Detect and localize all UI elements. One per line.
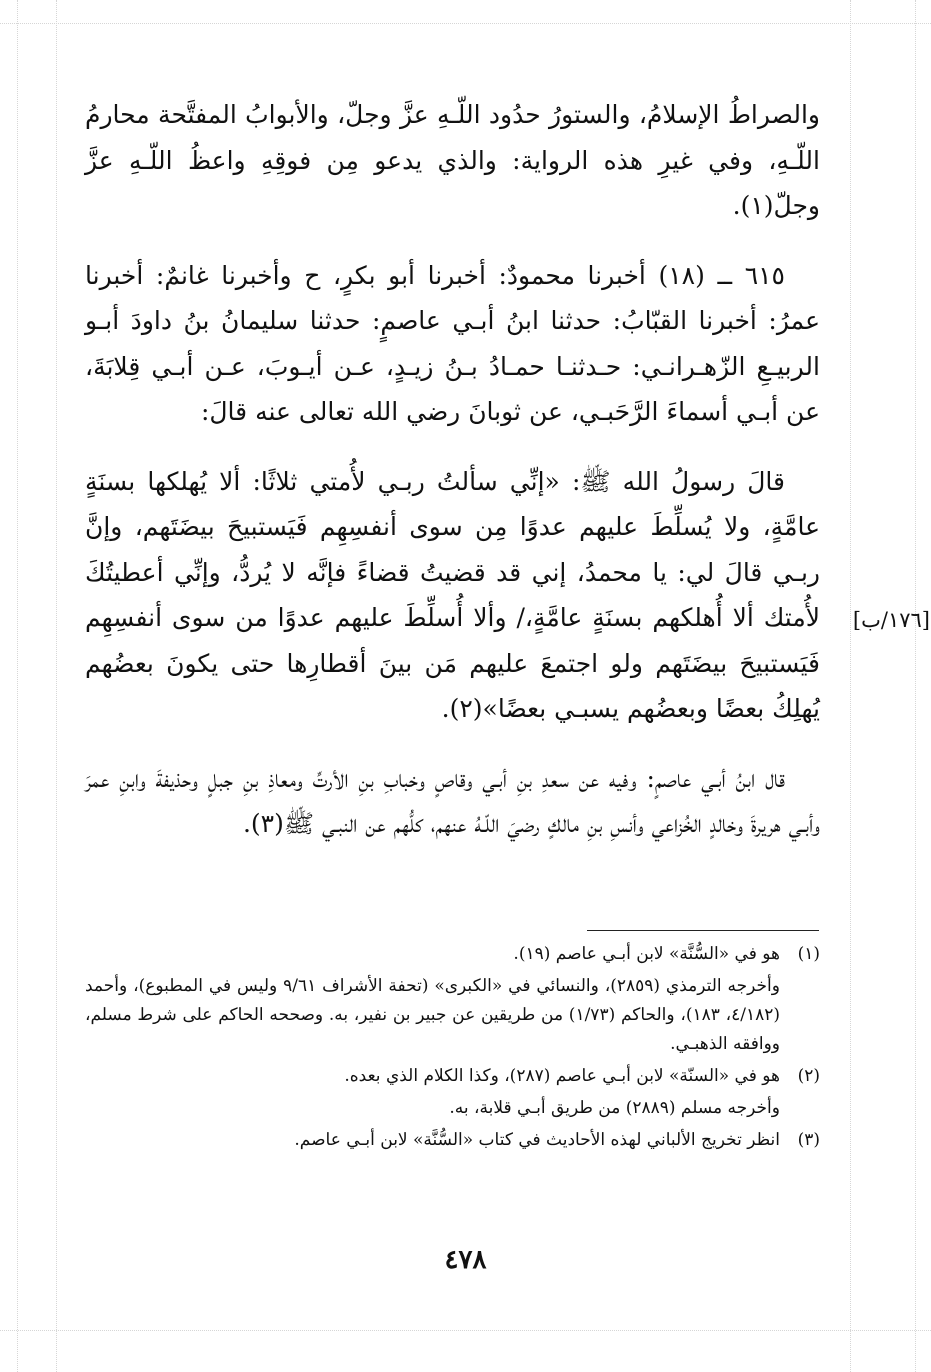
footnote-1 xyxy=(85,940,820,969)
footnote-2 xyxy=(85,1062,820,1091)
paragraph-ibn-abi-asim: قال ابنُ أبـي عاصمٍ: وفيه عن سعدِ بنِ أبـي وقاصٍ وخبابِ بنِ الأرتِّ ومعاذِ بنِ جبلٍ وحذيفةَ وابنِ عمرَ وأبـي هريرةَ وخالدٍ الخُزاعي وأنسِ بنِ مالكٍ رضيَ اللّـهُ عنهم، كلُّهم عن النبـي ﷺ(٣). xyxy=(85,763,820,838)
footnote-number: (٣) xyxy=(797,1130,820,1150)
footnote-line: وأخرجه الترمذي (٢٨٥٩)، والنسائي في «الكبرى» (تحفة الأشراف ٩/٦١ وليس في المطبوع)، وأحمد (٤/١٨٢، ١٨٣)، والحاكم (١/٧٣) من طريقين عن جبير بن نفير، به. وصححه الحاكم على شرط مسلم، ووافقه الذهبـي. xyxy=(85,976,781,1054)
footnote-line: وأخرجه مسلم (٢٨٨٩) من طريق أبـي قلابة، به. xyxy=(449,1098,780,1118)
footnote-number: (٢) xyxy=(797,1066,820,1086)
footnote-3 xyxy=(85,1126,820,1155)
scan-guide-line xyxy=(0,23,931,24)
scan-guide-line xyxy=(17,0,18,1372)
paragraph-1: والصراطُ الإسلامُ، والستورُ حدُود اللّـهِ عزَّ وجلّ، والأبوابُ المفتَّحة محارمُ اللّـهِ، وفي غيرِ هذه الرواية: والذي يدعو مِن فوقِهِ واعظُ اللّـهِ عزَّ وجلّ(١). xyxy=(85,100,820,220)
footnote-line: هو في «السُّنَّة» لابن أبـي عاصم (١٩). xyxy=(513,944,780,964)
manuscript-folio-note: [١٧٦/ب] xyxy=(852,608,930,632)
footnote-separator xyxy=(587,930,819,931)
paragraph-hadith-text: قالَ رسولُ الله ﷺ: «إنِّي سألتُ ربـي لأُمتي ثلاثًا: ألا يُهلكها بسنَةٍ عامَّةٍ، ولا يُسلِّطَ عليهم عدوًا مِن سوى أنفسِهِم فَيَستبيحَ بيضَتَهم، وإنَّ ربـي قالَ لي: يا محمدُ، إني قد قضيتُ قضاءً فإنَّه لا يُردُّ، وإنِّي أعطيتُكَ لأُمتك ألا أُهلكهم بسنَةٍ عامَّةٍ،/ وألا أُسلِّطَ عليهم عدوًا من سوى أنفسِهِم فَيَستبيحَ بيضَتَهم ولو اجتمعَ عليهم مَن بينَ أقطارِها حتى يكونَ بعضُهم يُهلِكُ بعضًا وبعضُهم يسبـي بعضًا»(٢). xyxy=(85,466,820,723)
footnote-line: انظر تخريج الألباني لهذه الأحاديث في كتاب «السُّنَّة» لابن أبـي عاصم. xyxy=(294,1130,780,1150)
main-text xyxy=(85,92,930,847)
paragraph-hadith-615: ٦١٥ ــ (١٨) أخبرنا محمودٌ: أخبرنا أبو بكرٍ، ح وأخبرنا غانمٌ: أخبرنا عمرُ: أخبرنا القبّابُ: حدثنا ابنُ أبـي عاصمٍ: حدثنا سليمانُ بنُ داودَ أبـو الربيـعِ الزّهـرانـي: حـدثنـا حمـادُ بـنُ زيـدٍ، عـن أيـوبَ، عـن أبـي قِلابَةَ، عن أبـي أسماءَ الرَّحَبـي، عن ثوبانَ رضي الله تعالى عنه قالَ: xyxy=(85,260,820,426)
page-number: ٤٧٨ xyxy=(444,1245,487,1275)
scan-guide-line xyxy=(915,0,916,1372)
footnote-line: هو في «السنّة» لابن أبـي عاصم (٢٨٧)، وكذا الكلام الذي بعده. xyxy=(344,1066,780,1086)
footnotes xyxy=(85,940,820,1155)
scan-guide-line xyxy=(0,1330,931,1331)
scan-guide-line xyxy=(850,0,851,1372)
scan-guide-line xyxy=(56,0,57,1372)
footnote-number: (١) xyxy=(797,944,820,964)
